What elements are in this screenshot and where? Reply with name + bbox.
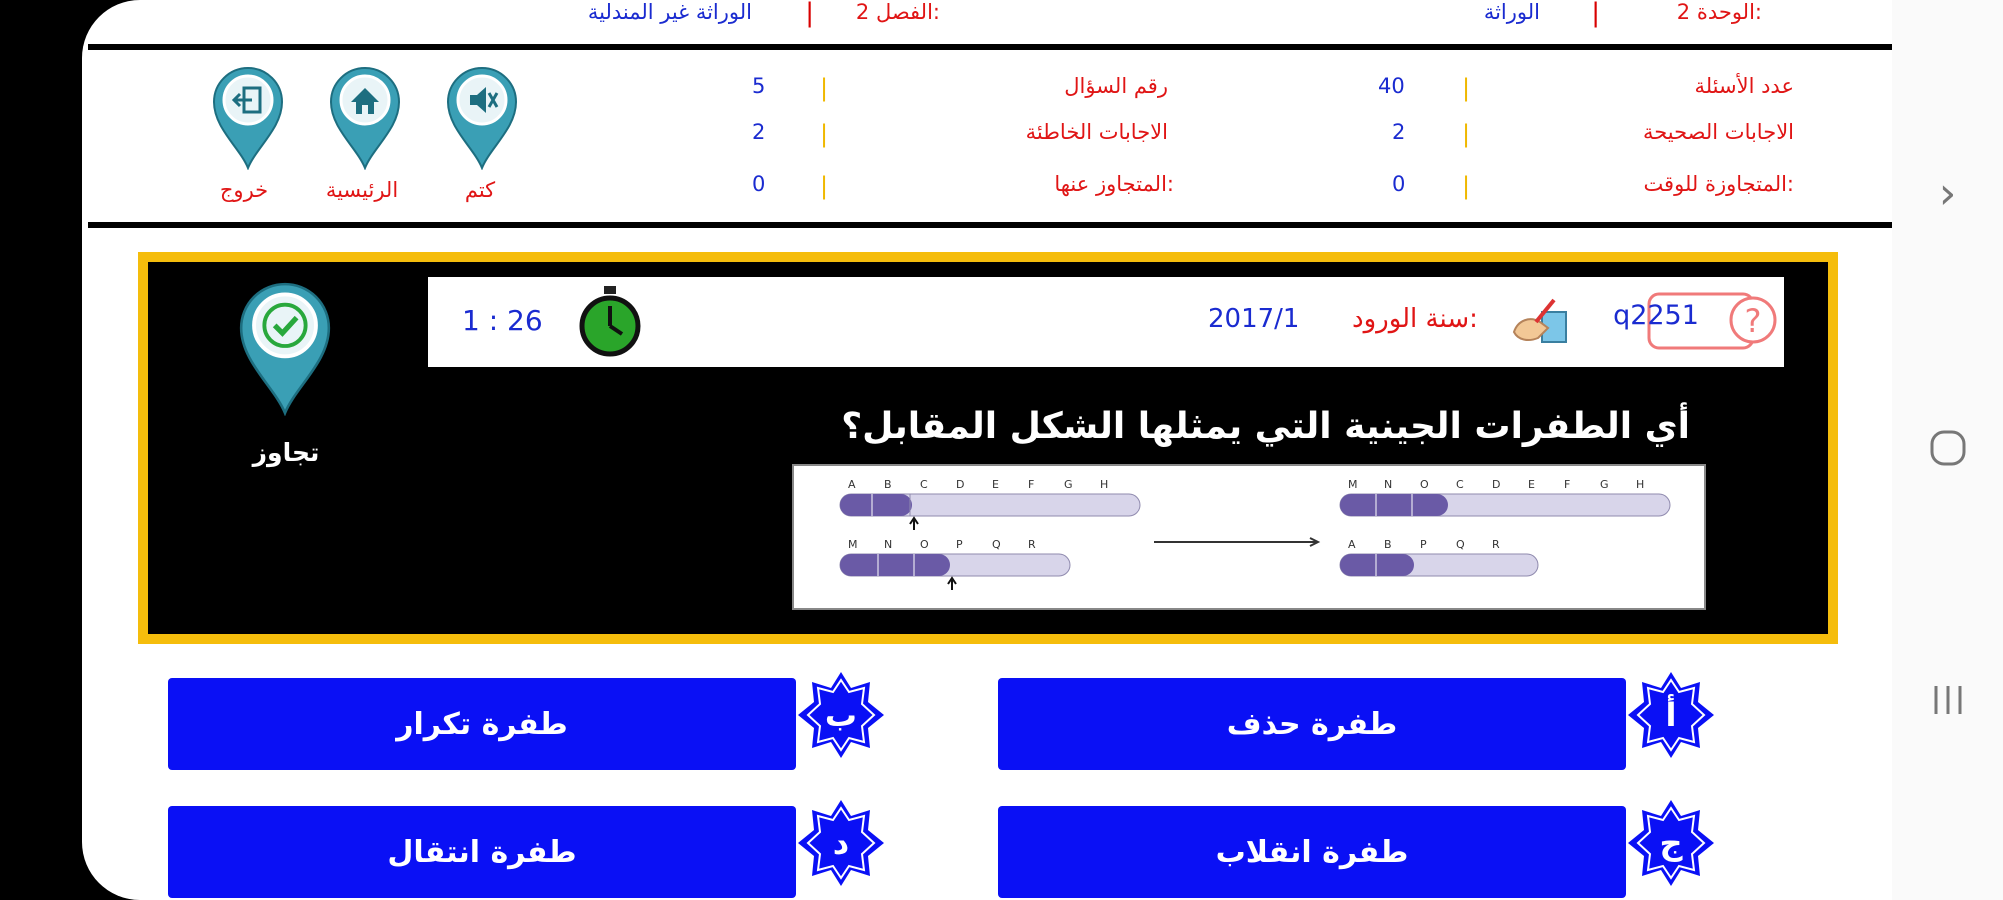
separator: | (1591, 0, 1600, 28)
stopwatch-icon (574, 284, 646, 358)
chromosome-top-right (1340, 494, 1670, 516)
answer-option-b[interactable]: طفرة تكرار (168, 678, 796, 770)
answer-option-c[interactable]: طفرة انقلاب (998, 806, 1626, 898)
skip-button[interactable] (236, 276, 334, 420)
gene-label: B (884, 478, 892, 491)
recent-apps-icon[interactable] (1892, 680, 2003, 724)
gene-label: A (848, 478, 856, 491)
question-number-value: 5 (752, 74, 766, 98)
question-text: أي الطفرات الجينية التي يمثلها الشكل المقابل؟ (841, 406, 1690, 447)
mute-button[interactable] (442, 62, 522, 174)
gene-label: C (920, 478, 928, 491)
answer-option-d[interactable]: طفرة انتقال (168, 806, 796, 898)
gene-label: O (920, 538, 929, 551)
separator: | (820, 172, 829, 200)
mute-label: كتم (464, 178, 496, 202)
exit-button[interactable] (208, 62, 288, 174)
answer-badge-c (1626, 798, 1716, 888)
chapter-value: الوراثة غير المندلية (587, 0, 752, 24)
gene-label: N (1384, 478, 1393, 491)
chromosome-figure (792, 464, 1706, 610)
home-button[interactable] (325, 62, 405, 174)
year-value: 2017/1 (1208, 304, 1300, 334)
total-questions-label: عدد الأسئلة (1694, 74, 1794, 98)
gene-label: F (1028, 478, 1035, 491)
answer-badge-d (796, 798, 886, 888)
separator: | (1462, 120, 1471, 148)
gene-label: C (1456, 478, 1464, 491)
gene-label: O (1420, 478, 1429, 491)
timer-readout: 1 : 26 (462, 304, 543, 337)
skipped-value: 0 (752, 172, 766, 196)
gene-label: D (956, 478, 965, 491)
gene-label: N (884, 538, 893, 551)
correct-value: 2 (1392, 120, 1406, 144)
gene-label: R (1492, 538, 1500, 551)
circle-icon[interactable] (1892, 428, 2003, 472)
question-number-label: رقم السؤال (1064, 74, 1168, 98)
total-questions-value: 40 (1378, 74, 1405, 98)
time-exceeded-label: المتجاوزة للوقت: (1643, 172, 1794, 196)
gene-label: M (848, 538, 858, 551)
separator: | (805, 0, 814, 28)
exit-icon (210, 62, 286, 170)
separator: | (820, 74, 829, 102)
gene-label: Q (992, 538, 1001, 551)
gene-label: R (1028, 538, 1036, 551)
home-icon (327, 62, 403, 170)
system-nav-bar (1892, 0, 2003, 900)
answer-badge-a (1626, 670, 1716, 760)
gene-label: M (1348, 478, 1358, 491)
gene-label: H (1636, 478, 1645, 491)
mute-speaker-icon (444, 62, 520, 170)
chromosome-top-left (840, 494, 1140, 516)
wrong-label: الاجابات الخاطئة (1025, 120, 1168, 144)
gene-label: B (1384, 538, 1392, 551)
chapter-label: الفصل 2: (855, 0, 940, 24)
skipped-label: المتجاوز عنها: (1054, 172, 1174, 196)
gene-label: P (956, 538, 963, 551)
chromosome-bottom-left (840, 554, 1070, 576)
chromosome-bottom-right (1340, 554, 1538, 576)
answer-letter-b: ب (824, 696, 858, 734)
writing-hand-icon (1508, 292, 1570, 350)
unit-value: الوراثة (1483, 0, 1540, 24)
wrong-value: 2 (752, 120, 766, 144)
gene-label: E (992, 478, 999, 491)
answer-letter-d: د (832, 824, 850, 862)
chevron-right-icon[interactable]: › (1938, 168, 1957, 219)
gene-label: G (1064, 478, 1073, 491)
correct-label: الاجابات الصحيحة (1642, 120, 1794, 144)
gene-label: Q (1456, 538, 1465, 551)
answer-option-a[interactable]: طفرة حذف (998, 678, 1626, 770)
answer-letter-c: ج (1659, 824, 1683, 862)
gene-label: F (1564, 478, 1571, 491)
separator: | (1462, 74, 1471, 102)
gene-label: A (1348, 538, 1356, 551)
skip-label: تجاوز (252, 438, 320, 467)
home-label: الرئيسية (325, 178, 399, 202)
check-icon (236, 276, 334, 416)
stats-divider (88, 222, 1892, 228)
answer-badge-b (796, 670, 886, 760)
separator: | (820, 120, 829, 148)
gene-label: E (1528, 478, 1535, 491)
time-exceeded-value: 0 (1392, 172, 1406, 196)
gene-label: H (1100, 478, 1109, 491)
question-code: q2251 (1613, 300, 1699, 331)
gene-label: D (1492, 478, 1501, 491)
gene-label: P (1420, 538, 1427, 551)
quiz-screen (82, 0, 1892, 900)
svg-text:?: ? (1744, 302, 1762, 340)
header-divider (88, 44, 1892, 50)
gene-label: G (1600, 478, 1609, 491)
separator: | (1462, 172, 1471, 200)
unit-label: الوحدة 2: (1676, 0, 1762, 24)
answer-letter-a: أ (1665, 696, 1677, 734)
exit-label: خروج (219, 178, 269, 202)
year-label: سنة الورود: (1352, 304, 1478, 334)
